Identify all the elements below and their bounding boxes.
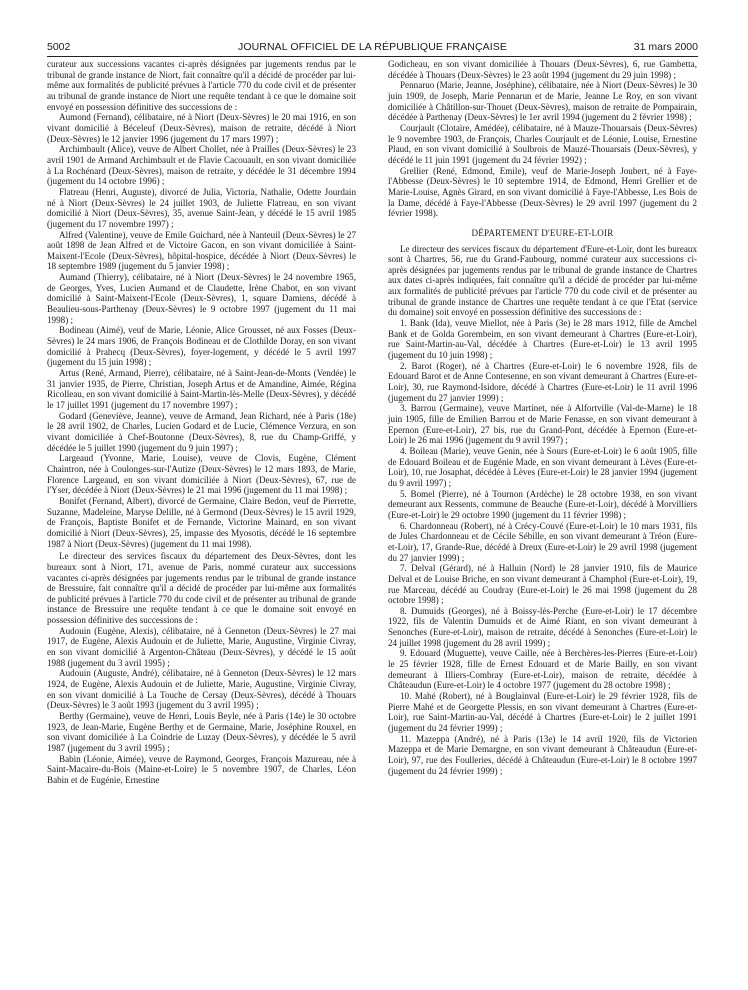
page-header bbox=[47, 39, 698, 55]
succession-entry: 8. Dumuids (Georges), né à Boissy-lès-Perche (Eure-et-Loir) le 17 décembre 1922, fils de Valentin Dumuids et de Aimé Riant, en son vivant demeurant à Senonches (Eure-et-Loir), maison de retraite, décédé à Senonches (Eure-et-Loir) le 24 juillet 1998 (jugement du 28 avril 1999) ; bbox=[388, 605, 697, 648]
succession-entry: Artus (René, Armand, Pierre), célibataire, né à Saint-Jean-de-Monts (Vendée) le 31 janvier 1935, de Pierre, Christian, Joseph Artus et de Amandine, Aimée, Régina Ricolleau, en son vivant domicilié à Saint-Martin-lès-Melle (Deux-Sèvres), y décédé le 17 juillet 1991 (jugement du 17 novembre 1997) ; bbox=[47, 368, 356, 410]
succession-entry: Flatreau (Henri, Auguste), divorcé de Julia, Victoria, Nathalie, Odette Jourdain né à Niort (Deux-Sèvres) le 24 juillet 1903, de Juliette Flatreau, en son vivant domicilié à Niort (Deux-Sèvres), 35, avenue Saint-Jean, y décédé le 15 avril 1985 (jugement du 17 novembre 1997) ; bbox=[47, 186, 356, 229]
notice-paragraph: Le directeur des services fiscaux du département d'Eure-et-Loir, dont les bureaux sont à Chartres, 56, rue du Grand-Faubourg, nommé curateur aux successions ci-après désignées par jugements rendus par le tribunal de grande instance de Chartres aux dates ci-après indiquées, fait connaître qu'il a décidé de procéder par lui-même aux formalités de publicité prévues par l'article 770 du code civil et de présenter au tribunal de grande instance de Chartres une requête tendant à ce que l'Etat (service du domaine) soit envoyé en possession définitive des successions de : bbox=[388, 243, 697, 318]
succession-entry: Bodineau (Aimé), veuf de Marie, Léonie, Alice Grousset, né aux Fosses (Deux-Sèvres) le 24 mars 1906, de François Bodineau et de Clothilde Doray, en son vivant domicilié à Prahecq (Deux-Sèvres), foyer-logement, y décédé le 5 avril 1997 (jugement du 15 juin 1998) ; bbox=[47, 325, 356, 368]
succession-entry: Grellier (René, Edmond, Emile), veuf de Marie-Joseph Joubert, né à Faye-l'Abbesse (Deux-Sèvres) le 10 septembre 1914, de Edmond, Henri Grellier et de Marie-Louise, Agnès Girard, en son vivant domicilié à Faye-l'Abbesse, Les Bois de la Dame, décédé à Faye-l'Abbesse (Deux-Sèvres) le 29 avril 1997 (jugement du 2 février 1998). bbox=[388, 165, 697, 219]
succession-entry: 4. Boileau (Marie), veuve Genin, née à Sours (Eure-et-Loir) le 6 août 1905, fille de Edouard Boileau et de Eugénie Made, en son vivant demeurant à Lèves (Eure-et-Loir), 10, rue Josaphat, décédée à Lèves (Eure-et-Loir) le 28 janvier 1994 (jugement du 9 avril 1997) ; bbox=[388, 445, 697, 488]
left-column bbox=[47, 59, 356, 786]
journal-title: JOURNAL OFFICIEL DE LA RÉPUBLIQUE FRANÇAISE bbox=[238, 41, 507, 53]
right-column bbox=[388, 59, 697, 776]
succession-entry: Alfred (Valentine), veuve de Emile Guichard, née à Nanteuil (Deux-Sèvres) le 27 août 1898 de Jean Alfred et de Victoire Gacon, en son vivant domiciliée à Saint-Maixent-l'Ecole (Deux-Sèvres), hôpital-hospice, décédée à Niort (Deux-Sèvres) le 18 septembre 1989 (jugement du 5 janvier 1998) ; bbox=[47, 229, 356, 272]
issue-date: 31 mars 2000 bbox=[633, 41, 698, 53]
succession-entry: Babin (Léonie, Aimée), veuve de Raymond, Georges, François Mazureau, née à Saint-Macaire-du-Bois (Maine-et-Loire) le 5 novembre 1907, de Charles, Léon Babin et de Eugénie, Ernestine bbox=[47, 753, 356, 785]
succession-entry: 10. Mahé (Robert), né à Bouglainval (Eure-et-Loir) le 29 février 1928, fils de Pierre Mahé et de Georgette Plessis, en son vivant demeurant à Chartres (Eure-et-Loir), rue Saint-Martin-au-Val, décédé à Chartres (Eure-et-Loir) le 2 juillet 1991 (jugement du 24 février 1999) ; bbox=[388, 691, 697, 734]
notice-paragraph: Le directeur des services fiscaux du département des Deux-Sèvres, dont les bureaux sont à Niort, 171, avenue de Paris, nommé curateur aux successions vacantes ci-après désignées par jugements rendus par le tribunal de grande instance de Bressuire, fait connaître qu'il a décidé de procéder par lui-même aux formalités de publicité prévues à l'article 770 du code civil et de présenter au tribunal de grande instance de Bressuire une requête tendant à ce que le domaine soit envoyé en possession définitive des successions de : bbox=[47, 551, 356, 626]
header-rule bbox=[47, 56, 698, 57]
paragraph: curateur aux successions vacantes ci-après désignées par jugements rendus par le tribunal de grande instance de Niort, fait connaître qu'il a décidé de procéder par lui-même aux formalités de publicité prévues à l'article 770 du code civil et de présenter au tribunal de grande instance de Niort une requête tendant à ce que le domaine soit envoyé en possession définitive des successions de : bbox=[47, 59, 356, 112]
succession-entry: Bonifet (Fernand, Albert), divorcé de Germaine, Claire Bedon, veuf de Pierrette, Suzanne, Madeleine, Maryse Delille, né à Germond (Deux-Sèvres) le 15 avril 1929, de François, Baptiste Bonifet et de Fernande, Victorine Mainard, en son vivant domicilié à Niort (Deux-Sèvres), 25, impasse des Myosotis, décédé le 16 septembre 1987 à Niort (Deux-Sèvres) (jugement du 11 mai 1998). bbox=[47, 495, 356, 549]
succession-entry: Berthy (Germaine), veuve de Henri, Louis Beyle, née à Paris (14e) le 30 octobre 1923, de Jean-Marie, Eugène Berthy et de Germaine, Marie, Joséphine Rouxel, en son vivant domiciliée à La Coindrie de Luzay (Deux-Sèvres), y décédée le 5 avril 1987 (jugement du 3 avril 1995) ; bbox=[47, 711, 356, 753]
succession-entry: 6. Chardonneau (Robert), né à Crécy-Couvé (Eure-et-Loir) le 10 mars 1931, fils de Jules Chardonneau et de Cécile Sébille, en son vivant demeurant à Tréon (Eure-et-Loir), 17, Grande-Rue, décédé à Dreux (Eure-et-Loir) le 29 avril 1998 (jugement du 27 janvier 1999) ; bbox=[388, 520, 697, 563]
succession-entry: 2. Barot (Roger), né à Chartres (Eure-et-Loir) le 6 novembre 1928, fils de Edouard Barot et de Anne Contesenne, en son vivant demeurant à Chartres (Eure-et-Loir), 30, rue Raymond-Isidore, décédé à Chartres (Eure-et-Loir) le 11 avril 1996 (jugement du 27 janvier 1999) ; bbox=[388, 360, 697, 403]
succession-entry: 1. Bank (Ida), veuve Miellot, née à Paris (3e) le 28 mars 1912, fille de Amchel Bank et de Golda Gorembeim, en son vivant demeurant à Chartres (Eure-et-Loir), rue Saint-Martin-au-Val, décédée à Chartres (Eure-et-Loir) le 13 avril 1995 (jugement du 10 juin 1998) ; bbox=[388, 318, 697, 361]
succession-entry: Godard (Geneviève, Jeanne), veuve de Armand, Jean Richard, née à Paris (18e) le 28 avril 1902, de Charles, Lucien Godard et de Lucie, Clémence Verzura, en son vivant domiciliée à Chef-Boutonne (Deux-Sèvres), 8, rue du Champ-Griffé, y décédée le 5 juillet 1990 (jugement du 9 juin 1997) ; bbox=[47, 410, 356, 453]
succession-entry: Courjault (Clotaire, Amédée), célibataire, né à Mauze-Thouarsais (Deux-Sèvres) le 9 novembre 1903, de François, Charles Courjault et de Léonie, Louise, Ernestine Plaud, en son vivant domicilié à Soulbrois de Mauzé-Thouarsais (Deux-Sèvres), y décédé le 11 juin 1991 (jugement du 24 février 1992) ; bbox=[388, 122, 697, 165]
succession-entry: Aumand (Thierry), célibataire, né à Niort (Deux-Sèvres) le 24 novembre 1965, de Georges, Yves, Lucien Aumand et de Claudette, Irène Chabot, en son vivant domicilié à Saint-Maixent-l'Ecole (Deux-Sèvres), 1, square Damiens, décédé à Beaulieu-sous-Parthenay (Deux-Sèvres) le 9 octobre 1997 (jugement du 11 mai 1998) ; bbox=[47, 272, 356, 325]
succession-entry: Audouin (Auguste, André), célibataire, né à Genneton (Deux-Sèvres) le 12 mars 1924, de Eugène, Alexis Audouin et de Juliette, Marie, Augustine, Virginie Civray, en son vivant domicilié à La Touche de Cersay (Deux-Sèvres), décédé à Thouars (Deux-Sèvres) le 3 août 1993 (jugement du 3 avril 1995) ; bbox=[47, 668, 356, 711]
succession-entry: Aumond (Fernand), célibataire, né à Niort (Deux-Sèvres) le 20 mai 1916, en son vivant domicilié à Béceleuf (Deux-Sèvres), maison de retraite, décédé à Niort (Deux-Sèvres) le 12 janvier 1996 (jugement du 17 mars 1997) ; bbox=[47, 112, 356, 144]
succession-entry: 3. Barrou (Germaine), veuve Martinet, née à Alfortville (Val-de-Marne) le 18 juin 1905, fille de Emilien Barrou et de Marie Fenasse, en son vivant demeurant à Epernon (Eure-et-Loir), 27 bis, rue du Grand-Pont, décédée à Epernon (Eure-et-Loir) le 26 mai 1996 (jugement du 9 avril 1997) ; bbox=[388, 403, 697, 446]
succession-entry: 5. Bomel (Pierre), né à Tournon (Ardèche) le 28 octobre 1938, en son vivant demeurant aux Ressents, commune de Beauche (Eure-et-Loir), décédé à Morvilliers (Eure-et-Loir) le 29 octobre 1990 (jugement du 11 février 1998) ; bbox=[388, 488, 697, 520]
succession-entry: Largeaud (Yvonne, Marie, Louise), veuve de Clovis, Eugène, Clément Chaintron, née à Coulonges-sur-l'Autize (Deux-Sèvres) le 12 mars 1893, de Marie, Florence Largeaud, en son vivant domiciliée à Niort (Deux-Sèvres), 67, rue de l'Yser, décédée à Niort (Deux-Sèvres) le 21 mai 1996 (jugement du 11 mai 1998) ; bbox=[47, 453, 356, 496]
succession-entry: 9. Edouard (Muguette), veuve Caille, née à Berchères-les-Pierres (Eure-et-Loir) le 25 février 1928, fille de Ernest Edouard et de Marie Bailly, en son vivant demeurant à Illiers-Combray (Eure-et-Loir), maison de retraite, décédée à Châteaudun (Eure-et-Loir) le 4 octobre 1977 (jugement du 28 octobre 1998) ; bbox=[388, 648, 697, 691]
succession-entry: Archimbault (Alice), veuve de Albert Chollet, née à Prailles (Deux-Sèvres) le 23 avril 1901 de Armand Archimbault et de Flavie Cacouault, en son vivant domiciliée à La Rochénard (Deux-Sèvres), maison de retraite, y décédée le 31 décembre 1994 (jugement du 14 octobre 1996) ; bbox=[47, 144, 356, 187]
succession-entry: Audouin (Eugène, Alexis), célibataire, né à Genneton (Deux-Sèvres) le 27 mai 1917, de Eugène, Alexis Audouin et de Juliette, Marie, Augustine, Virginie Civray, en son vivant domicilié à Argenton-Château (Deux-Sèvres), y décédé le 15 août 1988 (jugement du 3 avril 1995) ; bbox=[47, 625, 356, 668]
succession-entry: 7. Delval (Gérard), né à Halluin (Nord) le 28 janvier 1910, fils de Maurice Delval et de Louise Briche, en son vivant demeurant à Champhol (Eure-et-Loir), 19, rue Marceau, décédé au Coudray (Eure-et-Loir) le 26 mai 1998 (jugement du 28 octobre 1998) ; bbox=[388, 563, 697, 606]
page-number: 5002 bbox=[47, 41, 71, 53]
succession-entry: Pennaruo (Marie, Jeanne, Joséphine), célibataire, née à Niort (Deux-Sèvres) le 30 juin 1909, de Joseph, Marie Pennarun et de Marie, Jeanne Le Roy, en son vivant domiciliée à Châtillon-sur-Thouet (Deux-Sèvres), maison de retraite de Pompairain, décédée à Parthenay (Deux-Sèvres) le 1er avril 1994 (jugement du 2 février 1998) ; bbox=[388, 80, 697, 123]
succession-entry: Godicheau, en son vivant domiciliée à Thouars (Deux-Sèvres), 6, rue Gambetta, décédée à Thouars (Deux-Sèvres) le 23 août 1994 (jugement du 29 juin 1998) ; bbox=[388, 59, 697, 80]
succession-entry: 11. Mazeppa (André), né à Paris (13e) le 14 avril 1920, fils de Victorien Mazeppa et de Marie Demargne, en son vivant demeurant à Châteaudun (Eure-et-Loir), 97, rue des Foulleries, décédé à Châteaudun (Eure-et-Loir) le 8 octobre 1997 (jugement du 24 février 1999) ; bbox=[388, 733, 697, 776]
department-heading: DÉPARTEMENT D'EURE-ET-LOIR bbox=[471, 227, 614, 238]
